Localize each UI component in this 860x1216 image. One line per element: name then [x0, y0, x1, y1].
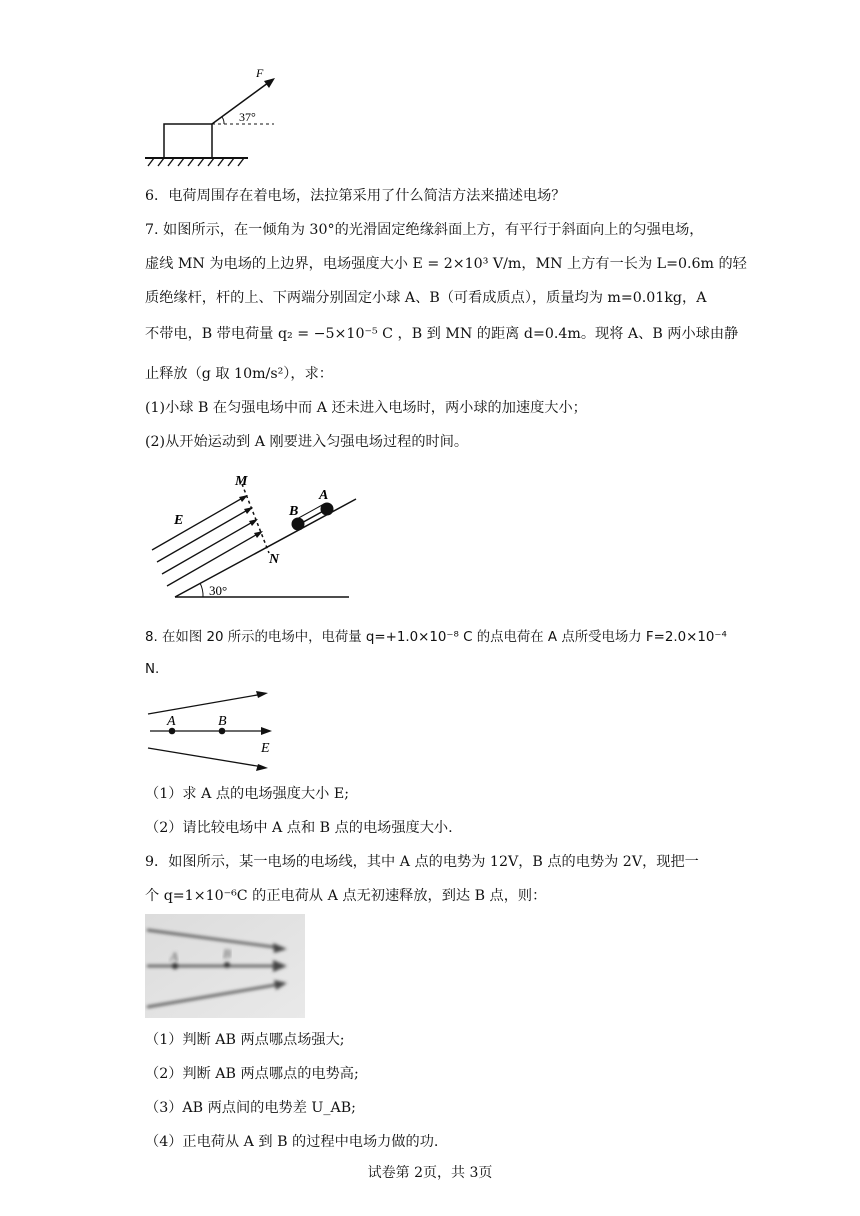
question-9-line-2: 个 q=1×10⁻⁶C 的正电荷从 A 点无初速释放，到达 B 点，则： [145, 888, 547, 904]
question-9-sub-4: （4）正电荷从 A 到 B 的过程中电场力做的功. [145, 1134, 439, 1150]
label-a: A [170, 949, 178, 964]
ball-a [321, 503, 334, 516]
field-line-bottom-head [256, 764, 268, 771]
field-lines-photo-9 [145, 914, 305, 1018]
force-arrow-head [264, 78, 275, 88]
ball-b [292, 518, 305, 531]
insulating-rod-edge [295, 504, 324, 520]
label-m: M [235, 474, 248, 489]
incline-angle-label: 30° [209, 583, 228, 598]
question-7-line-5: 止释放（g 取 10m/s²），求： [145, 366, 333, 382]
question-7-line-1: 7. 如图所示，在一倾角为 30°的光滑固定绝缘斜面上方，有平行于斜面向上的匀强电场， [145, 222, 704, 238]
field-line-top-head [256, 691, 268, 698]
field-line-bottom [148, 748, 263, 767]
field-arrow-heads [239, 495, 263, 538]
block [164, 124, 212, 158]
label-b: B [223, 946, 231, 961]
question-9-line-1: 9．如图所示，某一电场的电场线，其中 A 点的电势为 12V，B 点的电势为 2V，现把一 [145, 854, 699, 870]
label-a: A [167, 714, 176, 729]
question-6: 6．电荷周围存在着电场，法拉第采用了什么简洁方法来描述电场？ [145, 188, 566, 204]
label-b: B [218, 714, 227, 729]
force-label: F [256, 66, 264, 80]
question-8-line-2: N. [145, 662, 160, 677]
label-b: B [289, 504, 299, 519]
question-8-sub-1: （1）求 A 点的电场强度大小 E; [145, 786, 350, 802]
incline-angle-arc [200, 583, 203, 597]
question-7-sub-2: (2)从开始运动到 A 刚要进入匀强电场过程的时间。 [145, 434, 469, 450]
question-7-sub-1: (1)小球 B 在匀强电场中而 A 还未进入电场时，两小球的加速度大小； [145, 400, 587, 416]
question-9-sub-2: （2）判断 AB 两点哪点的电势高; [145, 1066, 359, 1082]
question-7-line-4: 不带电，B 带电荷量 q₂ = −5×10⁻⁵ C ，B 到 MN 的距离 d=0.4m。现将 A、B 两小球由静 [145, 326, 739, 342]
question-9-sub-3: （3）AB 两点间的电势差 U_AB; [145, 1100, 356, 1116]
question-7-line-3: 质绝缘杆，杆的上、下两端分别固定小球 A、B（可看成质点），质量均为 m=0.01kg，A [145, 290, 707, 306]
question-8-line-1: 8. 在如图 20 所示的电场中，电荷量 q=+1.0×10⁻⁸ C 的点电荷在 A 点所受电场力 F=2.0×10⁻⁴ [145, 630, 727, 645]
label-n: N [269, 552, 280, 567]
ground-hatch [148, 158, 244, 166]
question-7-line-2: 虚线 MN 为电场的上边界，电场强度大小 E = 2×10³ V/m，MN 上方有一长为 L=0.6m 的轻 [145, 256, 747, 272]
field-line-top [148, 694, 263, 714]
question-9-sub-1: （1）判断 AB 两点哪点场强大; [145, 1032, 345, 1048]
field-label-e: E [174, 513, 184, 528]
label-e: E [261, 741, 270, 756]
page-footer: 试卷第 2页，共 3页 [367, 1165, 493, 1181]
boundary-mn [242, 484, 269, 553]
label-a: A [319, 488, 329, 503]
question-8-sub-2: （2）请比较电场中 A 点和 B 点的电场强度大小. [145, 820, 453, 836]
angle-arc [222, 117, 224, 124]
field-lines-diagram-8 [145, 688, 285, 774]
field-line-middle-head [261, 727, 272, 735]
incline-field-diagram [145, 470, 365, 608]
angle-label: 37° [239, 110, 256, 124]
force-diagram [140, 64, 290, 168]
